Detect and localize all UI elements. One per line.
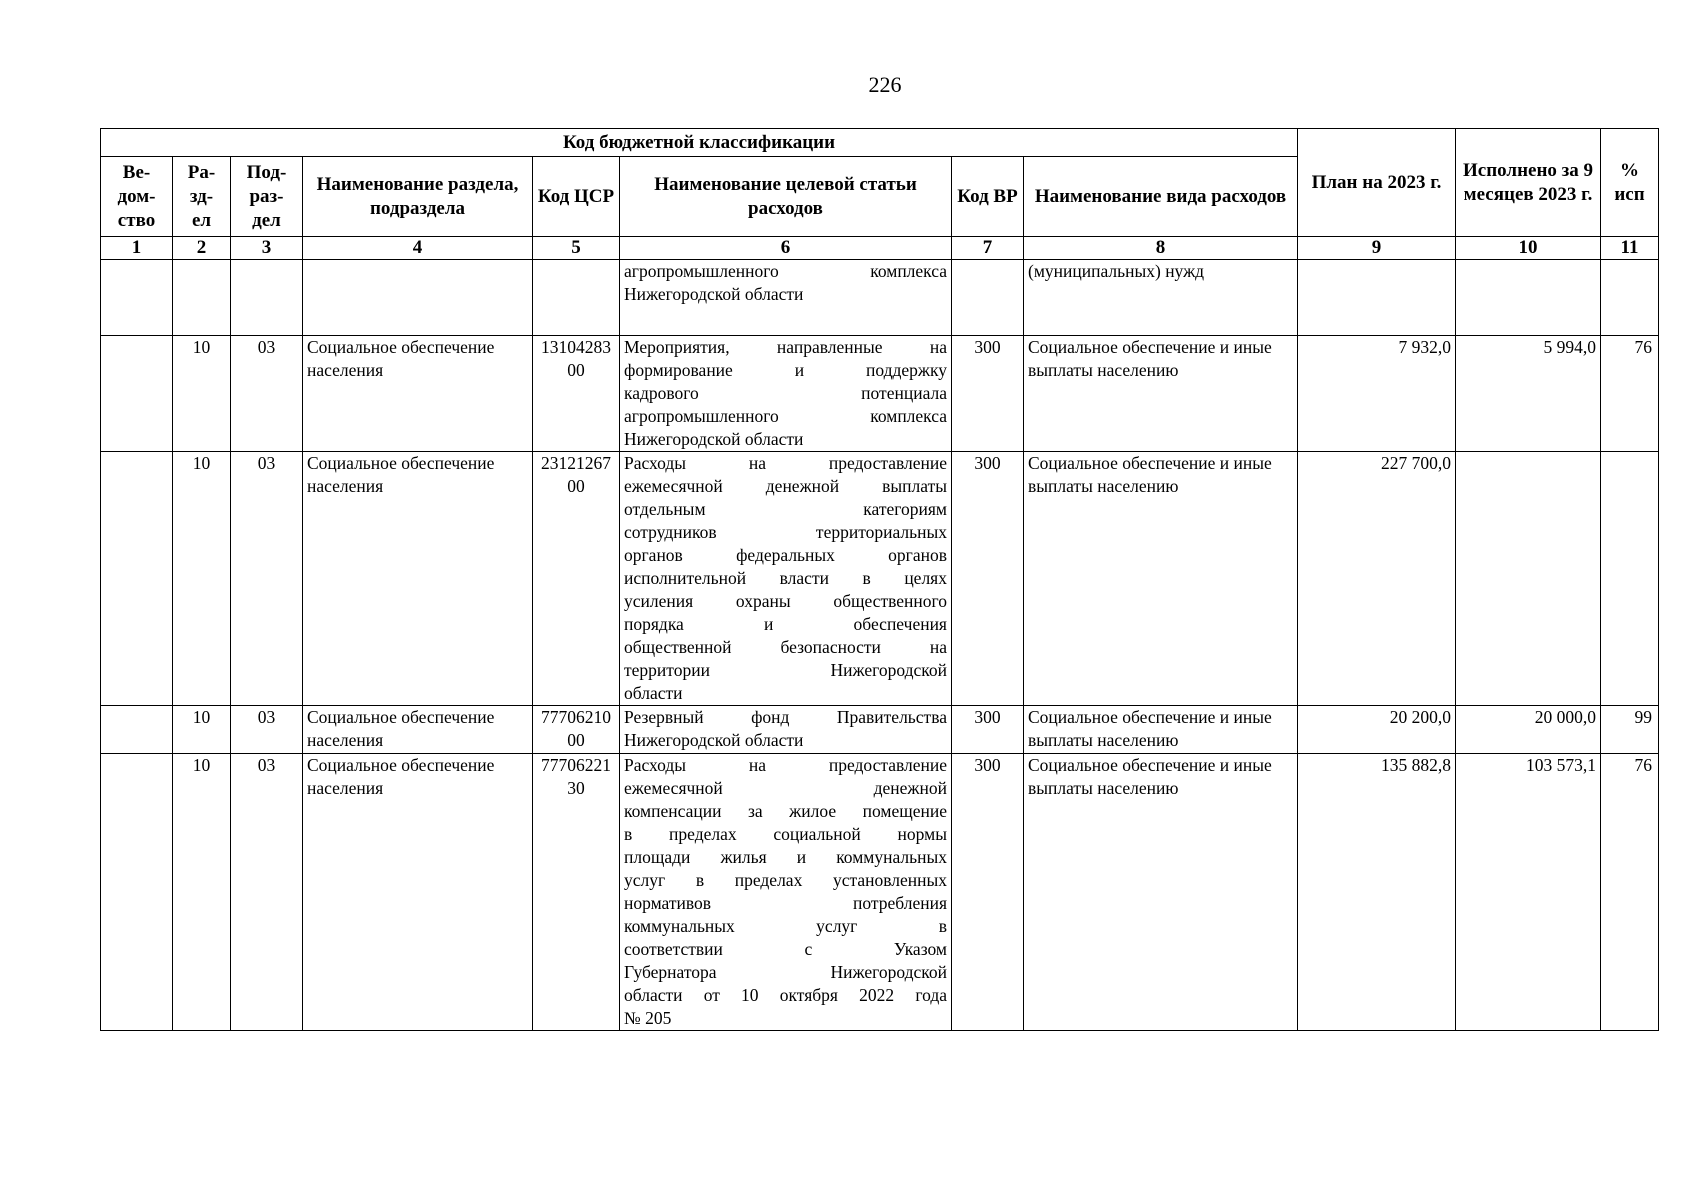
target-name-line: услуг в пределах установленных [624,870,947,890]
cell-target-name [620,260,952,336]
target-name-line: ежемесячной денежной выплаты [624,476,947,496]
col-number: 10 [1456,237,1601,260]
cell-vid-name: Социальное обеспечение и иные выплаты населению [1024,452,1298,706]
cell-vr: 300 [952,754,1024,1031]
cell-vid-name: Социальное обеспечение и иные выплаты населению [1024,706,1298,754]
cell-razdel: 10 [173,754,231,1031]
target-name-line: площади жилья и коммунальных [624,847,947,867]
cell-razdel-name: Социальное обеспечение населения [303,336,533,452]
target-name-line: области от 10 октября 2022 года [624,985,947,1005]
cell-plan: 7 932,0 [1298,336,1456,452]
col-number: 5 [533,237,620,260]
cell-csr [533,260,620,336]
cell-vedomstvo [101,260,173,336]
target-name-line: соответствии с Указом [624,939,947,959]
col-number: 11 [1601,237,1659,260]
cell-vedomstvo [101,754,173,1031]
cell-csr: 1310428300 [533,336,620,452]
cell-done: 5 994,0 [1456,336,1601,452]
cell-vr: 300 [952,706,1024,754]
cell-razdel-name: Социальное обеспечение населения [303,452,533,706]
table-body [101,260,1659,1031]
col-number: 8 [1024,237,1298,260]
cell-podrazdel: 03 [231,706,303,754]
target-name-line: коммунальных услуг в [624,916,947,936]
col-header-vedomstvo: Ве- дом- ство [101,157,173,237]
target-name-line: агропромышленного комплекса [624,406,947,426]
table-header [101,129,1659,260]
col-header-target-name: Наименование целевой статьи расходов [620,157,952,237]
target-name-line: № 205 [624,1008,672,1028]
cell-target-name [620,706,952,754]
cell-pct: 76 [1601,336,1659,452]
cell-target-name [620,336,952,452]
target-name-line: компенсации за жилое помещение [624,801,947,821]
cell-plan: 227 700,0 [1298,452,1456,706]
target-name-line: территории Нижегородской [624,660,947,680]
col-number: 7 [952,237,1024,260]
table-row [101,754,1659,1031]
target-name-line: области [624,683,683,703]
cell-razdel: 10 [173,452,231,706]
cell-podrazdel: 03 [231,452,303,706]
cell-razdel-name: Социальное обеспечение населения [303,754,533,1031]
cell-razdel-name [303,260,533,336]
cell-razdel [173,260,231,336]
cell-razdel-name: Социальное обеспечение населения [303,706,533,754]
target-name-line: порядка и обеспечения [624,614,947,634]
cell-vid-name: (муниципальных) нужд [1024,260,1298,336]
cell-vid-name: Социальное обеспечение и иные выплаты населению [1024,754,1298,1031]
target-name-line: агропромышленного комплекса [624,261,947,281]
cell-csr: 2312126700 [533,452,620,706]
col-number: 9 [1298,237,1456,260]
table-row [101,706,1659,754]
target-name-line: нормативов потребления [624,893,947,913]
target-name-line: Расходы на предоставление [624,755,947,775]
col-number: 4 [303,237,533,260]
col-header-razdel: Ра- зд- ел [173,157,231,237]
col-number: 1 [101,237,173,260]
target-name-line: Нижегородской области [624,429,804,449]
cell-vr: 300 [952,336,1024,452]
page-number: 226 [868,72,902,97]
target-name-line: Нижегородской области [624,284,804,304]
col-header-vid-name: Наименование вида расходов [1024,157,1298,237]
budget-classification-header: Код бюджетной классификации [101,129,1298,157]
table-row [101,452,1659,706]
col-header-podrazdel: Под- раз- дел [231,157,303,237]
target-name-line: Губернатора Нижегородской [624,962,947,982]
column-number-row [101,237,1659,260]
cell-done [1456,260,1601,336]
col-header-razdel-name: Наименование раздела, подраздела [303,157,533,237]
cell-razdel: 10 [173,336,231,452]
target-name-line: ежемесячной денежной [624,778,947,798]
cell-plan [1298,260,1456,336]
cell-csr: 7770622130 [533,754,620,1031]
cell-vr: 300 [952,452,1024,706]
target-name-line: отдельным категориям [624,499,947,519]
cell-pct: 76 [1601,754,1659,1031]
col-header-csr: Код ЦСР [533,157,620,237]
cell-target-name [620,754,952,1031]
table-row [101,260,1659,336]
cell-vedomstvo [101,706,173,754]
col-number: 3 [231,237,303,260]
col-number: 6 [620,237,952,260]
target-name-line: кадрового потенциала [624,383,947,403]
target-name-line: органов федеральных органов [624,545,947,565]
target-name-line: Расходы на предоставление [624,453,947,473]
col-header-done: Исполнено за 9 месяцев 2023 г. [1456,129,1601,237]
target-name-line: Резервный фонд Правительства [624,707,947,727]
target-name-line: Мероприятия, направленные на [624,337,947,357]
target-name-line: сотрудников территориальных [624,522,947,542]
target-name-line: формирование и поддержку [624,360,947,380]
cell-done [1456,452,1601,706]
cell-target-name [620,452,952,706]
target-name-line: исполнительной власти в целях [624,568,947,588]
col-number: 2 [173,237,231,260]
cell-plan: 20 200,0 [1298,706,1456,754]
cell-done: 103 573,1 [1456,754,1601,1031]
cell-podrazdel: 03 [231,336,303,452]
col-header-plan: План на 2023 г. [1298,129,1456,237]
cell-vr [952,260,1024,336]
target-name-line: Нижегородской области [624,730,804,750]
budget-table [100,128,1659,1031]
cell-vedomstvo [101,452,173,706]
cell-pct [1601,260,1659,336]
table-row [101,336,1659,452]
cell-plan: 135 882,8 [1298,754,1456,1031]
col-header-vr: Код ВР [952,157,1024,237]
target-name-line: общественной безопасности на [624,637,947,657]
cell-podrazdel: 03 [231,754,303,1031]
cell-vid-name: Социальное обеспечение и иные выплаты населению [1024,336,1298,452]
cell-csr: 7770621000 [533,706,620,754]
cell-razdel: 10 [173,706,231,754]
target-name-line: усиления охраны общественного [624,591,947,611]
cell-pct: 99 [1601,706,1659,754]
col-header-pct: % исп [1601,129,1659,237]
cell-vedomstvo [101,336,173,452]
cell-pct [1601,452,1659,706]
cell-podrazdel [231,260,303,336]
cell-done: 20 000,0 [1456,706,1601,754]
target-name-line: в пределах социальной нормы [624,824,947,844]
